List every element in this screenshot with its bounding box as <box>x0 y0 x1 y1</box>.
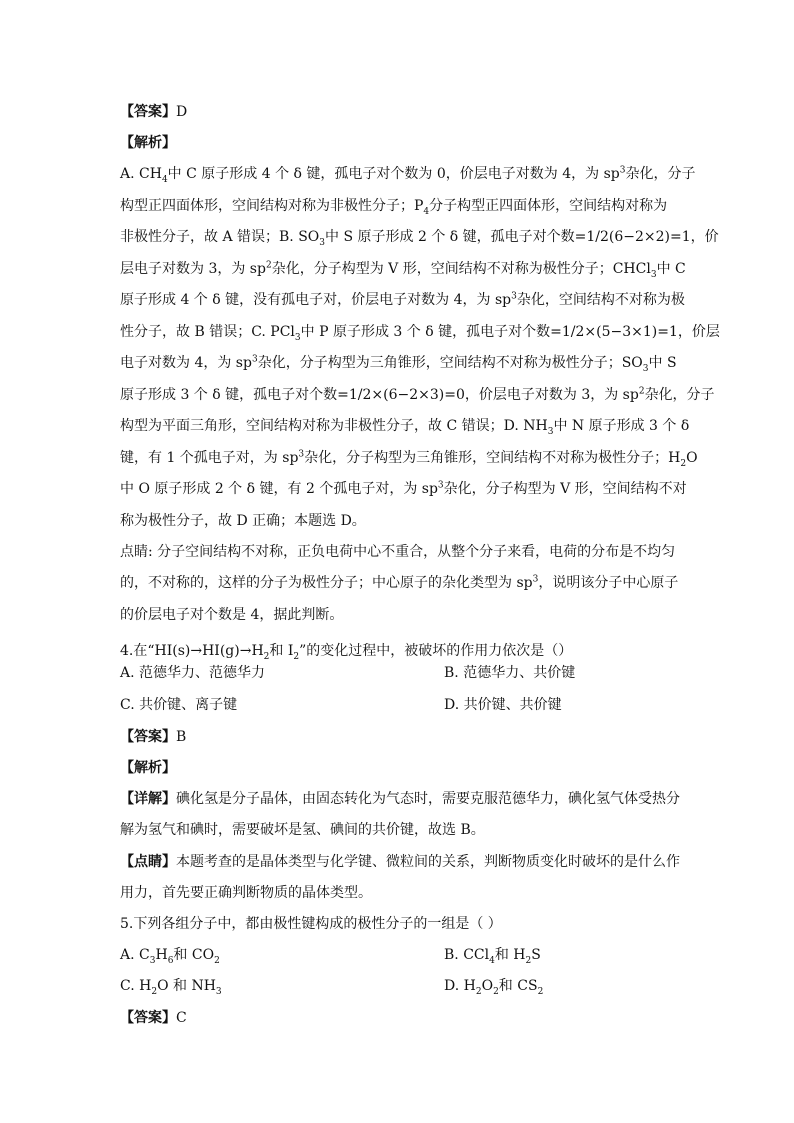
text-segment: 中 C <box>656 261 686 277</box>
detail-tag: 【详解】 <box>120 791 176 807</box>
analysis-line <box>120 164 696 185</box>
subscript: 2 <box>214 955 220 966</box>
subscript: 6 <box>167 955 174 966</box>
text-segment: 原子形成 3 个 δ 键，孤电子对个数=1/2×(6−2×3)=0，价层电子对数为 3，为 sp <box>120 387 639 403</box>
text-segment: 中 C 原子形成 4 个 δ 键，孤电子对个数为 0，价层电子对数为 4，为 sp <box>167 166 620 182</box>
q5-option-d[interactable] <box>444 976 543 996</box>
text-segment: 分子构型正四面体形，空间结构对称为 <box>429 198 668 214</box>
superscript: 3 <box>511 291 517 302</box>
subscript: 2 <box>493 986 499 997</box>
text-segment: O <box>686 450 698 466</box>
text-segment: 中 S 原子形成 2 个 δ 键，孤电子对个数=1/2(6−2×2)=1，价 <box>325 229 719 245</box>
text-segment: 杂化，分子构型为三角锥形，空间结构不对称为极性分子；H <box>304 450 681 466</box>
analysis-line <box>120 448 698 469</box>
analysis-line <box>120 227 719 248</box>
text-segment: 中 S <box>648 355 677 371</box>
text-segment: 键，有 1 个孤电子对，为 sp <box>120 450 299 466</box>
analysis-line <box>120 196 680 216</box>
text-segment: 和 I <box>269 643 294 659</box>
text-segment: 点睛: 分子空间结构不对称，正负电荷中心不重合，从整个分子来看，电荷的分布是不均匀 <box>120 544 676 560</box>
subscript: 4 <box>489 955 495 966</box>
text-segment: 和 CS <box>498 978 538 994</box>
text-segment: 杂化，空间结构不对称为极 <box>516 292 685 308</box>
analysis-tag: 【解析】 <box>120 135 176 151</box>
subscript: 2 <box>537 986 544 997</box>
text-segment: ，说明该分子中心原子 <box>538 575 679 591</box>
tip-tag: 【点睛】 <box>120 854 176 870</box>
text-segment: B. CCl <box>444 947 490 963</box>
text-segment: 的价层电子对个数是 4，据此判断。 <box>120 607 344 623</box>
subscript: 4 <box>423 206 430 217</box>
analysis-line <box>120 259 686 280</box>
analysis-line <box>120 416 690 437</box>
superscript: 3 <box>619 165 626 176</box>
subscript: 2 <box>680 458 687 469</box>
tip-text: 本题考查的是晶体类型与化学键、微粒间的关系，判断物质变化时破坏的是什么作 <box>176 854 680 870</box>
detail-text: 碘化氢是分子晶体，由固态转化为气态时，需要克服范德华力，碘化氢气体受热分 <box>176 791 680 807</box>
analysis-tag: 【解析】 <box>120 760 176 776</box>
subscript: 3 <box>215 986 222 997</box>
text-segment: O 和 NH <box>157 978 216 994</box>
analysis-line <box>120 353 680 373</box>
subscript: 4 <box>161 174 168 185</box>
q3-analysis-heading <box>120 133 680 153</box>
text-segment: 原子形成 4 个 δ 键，没有孤电子对，价层电子对数为 4，为 sp <box>120 292 512 308</box>
text-segment: 中 O 原子形成 2 个 δ 键，有 2 个孤电子对，为 sp <box>120 481 438 497</box>
text-segment: 杂化，分子构型为 V 形，空间结构不对称为极性分子；CHCl <box>271 261 651 277</box>
superscript: 2 <box>265 260 272 271</box>
superscript: 3 <box>298 449 305 460</box>
answer-tag: 【答案】 <box>120 729 176 745</box>
text-segment: 中 N 原子形成 3 个 δ <box>553 418 690 434</box>
text-segment: 构型正四面体形，空间结构对称为非极性分子；P <box>120 198 424 214</box>
q4-option-d[interactable]: D. 共价键、共价键 <box>444 697 562 713</box>
q4-detail-line-2: 解为氢气和碘时，需要破坏是氢、碘间的共价键，故选 B。 <box>120 822 485 838</box>
text-segment: 杂化，分子构型为三角锥形，空间结构不对称为极性分子；SO <box>257 355 643 371</box>
text-segment: 杂化，分子 <box>644 387 715 403</box>
text-segment: 层电子对数为 3，为 sp <box>120 261 266 277</box>
q4-option-b[interactable]: B. 范德华力、共价键 <box>444 665 576 681</box>
tip-line <box>120 573 680 593</box>
subscript: 3 <box>642 363 649 374</box>
subscript: 2 <box>151 986 158 997</box>
q4-option-c[interactable]: C. 共价键、离子键 <box>120 697 238 713</box>
subscript: 3 <box>547 426 554 437</box>
answer-tag: 【答案】 <box>120 1010 176 1026</box>
superscript: 3 <box>251 354 258 365</box>
text-segment: A. C <box>120 947 150 963</box>
text-segment: 杂化，分子 <box>625 166 696 182</box>
text-segment: 杂化，分子构型为 V 形，空间结构不对 <box>443 481 687 497</box>
analysis-line <box>120 385 715 405</box>
text-segment: C. H <box>120 978 152 994</box>
subscript: 3 <box>149 955 156 966</box>
q5-answer <box>120 1008 680 1028</box>
q4-tip-line-2: 用力，首先要正确判断物质的晶体类型。 <box>120 885 372 901</box>
superscript: 3 <box>532 574 539 585</box>
subscript: 2 <box>263 651 270 662</box>
q5-stem: 5.下列各组分子中，都由极性键构成的极性分子的一组是（ ） <box>120 916 502 932</box>
text-segment: D. H <box>444 978 476 994</box>
analysis-line <box>120 322 720 343</box>
q4-detail-line-1 <box>120 789 680 809</box>
q5-option-a[interactable] <box>120 945 220 965</box>
text-segment: ”的变化过程中，被破坏的作用力依次是（） <box>299 643 573 659</box>
text-segment: O <box>481 978 494 994</box>
text-segment: H <box>155 947 168 963</box>
subscript: 2 <box>293 651 300 662</box>
subscript: 2 <box>525 955 532 966</box>
text-segment: 的，不对称的，这样的分子为极性分子；中心原子的杂化类型为 sp <box>120 575 533 591</box>
text-segment: 构型为平面三角形，空间结构对称为非极性分子，故 C 错误；D. NH <box>120 418 548 434</box>
q4-tip-line-1 <box>120 852 680 872</box>
answer-value: C <box>176 1010 187 1026</box>
text-segment: 4.在“HI(s)→HI(g)→H <box>120 643 264 659</box>
analysis-line <box>120 290 685 310</box>
text-segment: 性分子，故 B 错误；C. PCl <box>120 324 295 340</box>
q3-answer <box>120 102 680 122</box>
text-segment: 中 P 原子形成 3 个 δ 键，孤电子对个数=1/2×(5−3×1)=1，价层 <box>300 324 720 340</box>
q4-option-a[interactable]: A. 范德华力、范德华力 <box>120 665 266 681</box>
q5-option-b[interactable] <box>444 945 541 965</box>
analysis-line <box>120 511 680 531</box>
text-segment: S <box>531 947 541 963</box>
text-segment: 和 CO <box>173 947 215 963</box>
subscript: 3 <box>294 332 301 343</box>
subscript: 3 <box>650 269 657 280</box>
tip-line <box>120 605 680 625</box>
tip-line <box>120 542 680 562</box>
q4-analysis-heading <box>120 758 680 778</box>
subscript: 3 <box>319 237 326 248</box>
answer-value: B <box>176 729 187 745</box>
superscript: 3 <box>437 480 444 491</box>
q4-answer <box>120 727 680 747</box>
text-segment: 称为极性分子，故 D 正确；本题选 D。 <box>120 513 366 529</box>
text-segment: A. CH <box>120 166 162 182</box>
answer-value: D <box>176 104 188 120</box>
answer-tag: 【答案】 <box>120 104 176 120</box>
q5-option-c[interactable] <box>120 976 222 996</box>
text-segment: 电子对数为 4，为 sp <box>120 355 252 371</box>
subscript: 2 <box>475 986 482 997</box>
analysis-line <box>120 479 687 499</box>
superscript: 2 <box>638 386 645 397</box>
text-segment: 和 H <box>494 947 526 963</box>
text-segment: 非极性分子，故 A 错误；B. SO <box>120 229 320 245</box>
q4-stem <box>120 641 680 661</box>
